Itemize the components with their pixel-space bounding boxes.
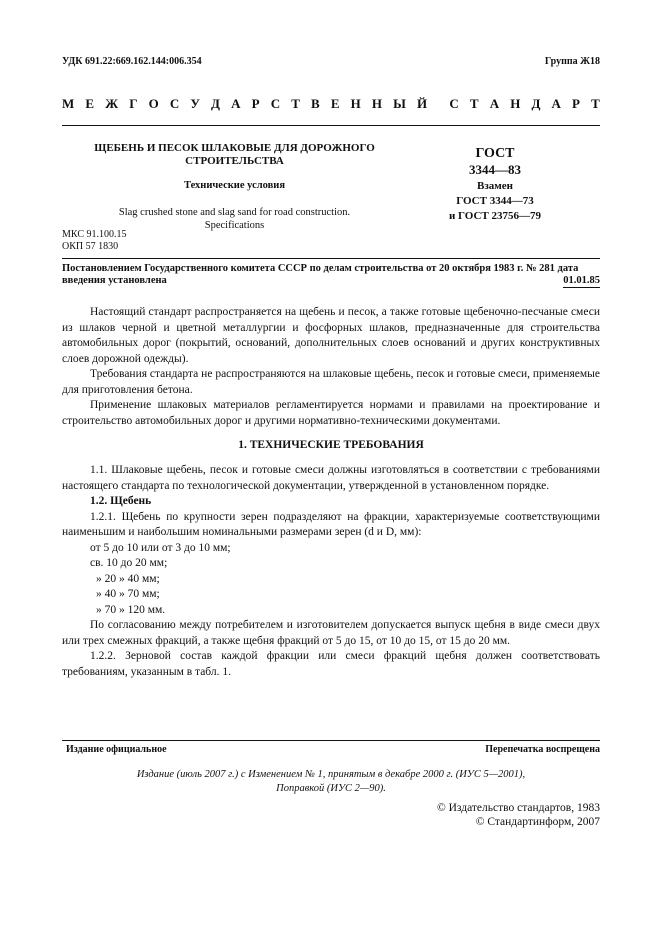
standard-banner [62, 96, 600, 112]
decree-date: 01.01.85 [563, 275, 600, 286]
mks-code: МКС 91.100.15 [62, 229, 127, 240]
english-title-line-1: Slag crushed stone and slag sand for road construction. [118, 207, 351, 218]
banner-letter: Н [350, 96, 361, 111]
gost-block [430, 146, 560, 224]
banner-letter: В [311, 96, 320, 111]
banner-letter: Д [211, 96, 220, 111]
clause-1-2: 1.2. Щебень [90, 495, 152, 507]
footer-rule [62, 740, 600, 741]
banner-letter: Ж [105, 96, 119, 111]
section-1-body [62, 463, 600, 680]
banner-letter: Н [510, 96, 521, 111]
intro-paragraph: Применение шлаковых материалов регламентируется нормами и правилами на проектирование и строительство автомобильных дорог и другими нормативно-техническими документами. [62, 399, 600, 427]
banner-letter: С [169, 96, 180, 111]
fraction-list [62, 541, 600, 619]
gost-label: ГОСТ [475, 146, 515, 161]
edition-line-1: Издание (июль 2007 г.) с Изменением № 1, принятым в декабре 2000 г. (ИУС 5—2001), [136, 769, 526, 780]
section-heading: 1. ТЕХНИЧЕСКИЕ ТРЕБОВАНИЯ [238, 439, 424, 451]
fraction-item: » 40 » 70 мм; [96, 588, 160, 600]
banner-letter: А [231, 96, 241, 111]
banner-rule [62, 125, 600, 126]
edition-line-2: Поправкой (ИУС 2—90). [276, 782, 386, 794]
intro-paragraph: Требования стандарта не распространяются на шлаковые щебень, песок и готовые смеси, применяемые для приготовления бетона. [62, 368, 600, 396]
banner-letter: Ы [393, 96, 406, 111]
decree [62, 263, 600, 287]
udk-code: УДК 691.22:669.162.144:006.354 [62, 56, 202, 67]
fraction-item: » 20 » 40 мм; [96, 572, 160, 585]
classification-codes [62, 229, 126, 252]
banner-letter: У [190, 96, 200, 111]
title-line-1: ЩЕБЕНЬ И ПЕСОК ШЛАКОВЫЕ ДЛЯ ДОРОЖНОГО [94, 142, 375, 154]
intro-text [62, 305, 600, 429]
gost-old-2: и ГОСТ 23756—79 [448, 210, 542, 222]
agreement-paragraph: По согласованию между потребителем и изготовителем допускается выпуск щебня в виде смеси двух или трех смежных фракций, а также щебня фракций от 5 до 15, от 10 до 15, от 15 до 20 мм. [62, 619, 600, 647]
banner-letter: Т [291, 96, 300, 111]
copyright-line-1: © Издательство стандартов, 1983 [436, 802, 600, 814]
fraction-item: св. 10 до 20 мм; [90, 557, 168, 569]
fraction-item: от 5 до 10 или от 3 до 10 мм; [90, 541, 231, 554]
banner-letter: Р [251, 96, 260, 111]
decree-line-1: Постановлением Государственного комитета СССР по делам строительства от 20 октября 1983 г. № 281 дата [62, 263, 579, 274]
banner-letter: С [449, 96, 459, 111]
gost-old-1: ГОСТ 3344—73 [456, 195, 534, 207]
banner-letter: А [551, 96, 561, 111]
copyright [437, 801, 600, 829]
clause-1-1: 1.1. Шлаковые щебень, песок и готовые смеси должны изготовляться в соответствии с требованиями настоящего стандарта по технологической документации, утвержденной в установленном порядке. [62, 464, 600, 492]
okp-code: ОКП 57 1830 [62, 240, 119, 252]
english-title-line-2: Specifications [204, 220, 265, 231]
banner-letter: М [62, 96, 75, 111]
edition-note [62, 768, 600, 795]
intro-paragraph: Настоящий стандарт распространяется на щебень и песок, а также готовые щебеночно-песчаные смеси из шлаков черной и цветной металлургии и фосфорных шлаков, предназначенные для строительства автомобильных дорог (покрытий, оснований, дополнительных слоев оснований и других конструктивных слоев дорожной одежды). [62, 306, 600, 365]
banner-letter: Г [129, 96, 138, 111]
official-edition: Издание официальное [66, 744, 167, 755]
group-code: Группа Ж18 [544, 56, 600, 67]
banner-letter: А [489, 96, 500, 111]
gost-replaces: Взамен [477, 180, 513, 192]
title-line-2: СТРОИТЕЛЬСТВА [185, 155, 284, 167]
clause-1-2-2: 1.2.2. Зерновой состав каждой фракции или смеси фракций щебня должен соответствовать требованиям, указанным в табл. 1. [62, 650, 600, 678]
document-subtitle: Технические условия [183, 180, 286, 191]
banner-letter: Н [371, 96, 382, 111]
banner-letter: С [270, 96, 281, 111]
banner-letter: Е [330, 96, 340, 111]
banner-letter: Е [85, 96, 95, 111]
reprint-notice: Перепечатка воспрещена [485, 744, 600, 755]
decree-line-2: введения установлена [62, 275, 167, 286]
gost-number: 3344—83 [469, 162, 521, 177]
banner-letter: О [148, 96, 159, 111]
title-rule [62, 258, 600, 259]
banner-letter: Т [469, 96, 479, 111]
banner-letter: Д [531, 96, 541, 111]
clause-1-2-1: 1.2.1. Щебень по крупности зерен подразделяют на фракции, характеризуемые соответствующими наименьшим и наибольшим номинальными размерами зерен (d и D, мм): [62, 510, 600, 538]
document-title [62, 142, 407, 168]
fraction-item: » 70 » 120 мм. [96, 603, 166, 616]
banner-letter: Р [572, 96, 580, 111]
banner-letter: Т [591, 96, 600, 111]
copyright-line-2: © Стандартинформ, 2007 [475, 816, 600, 828]
banner-letter: Й [417, 96, 428, 111]
